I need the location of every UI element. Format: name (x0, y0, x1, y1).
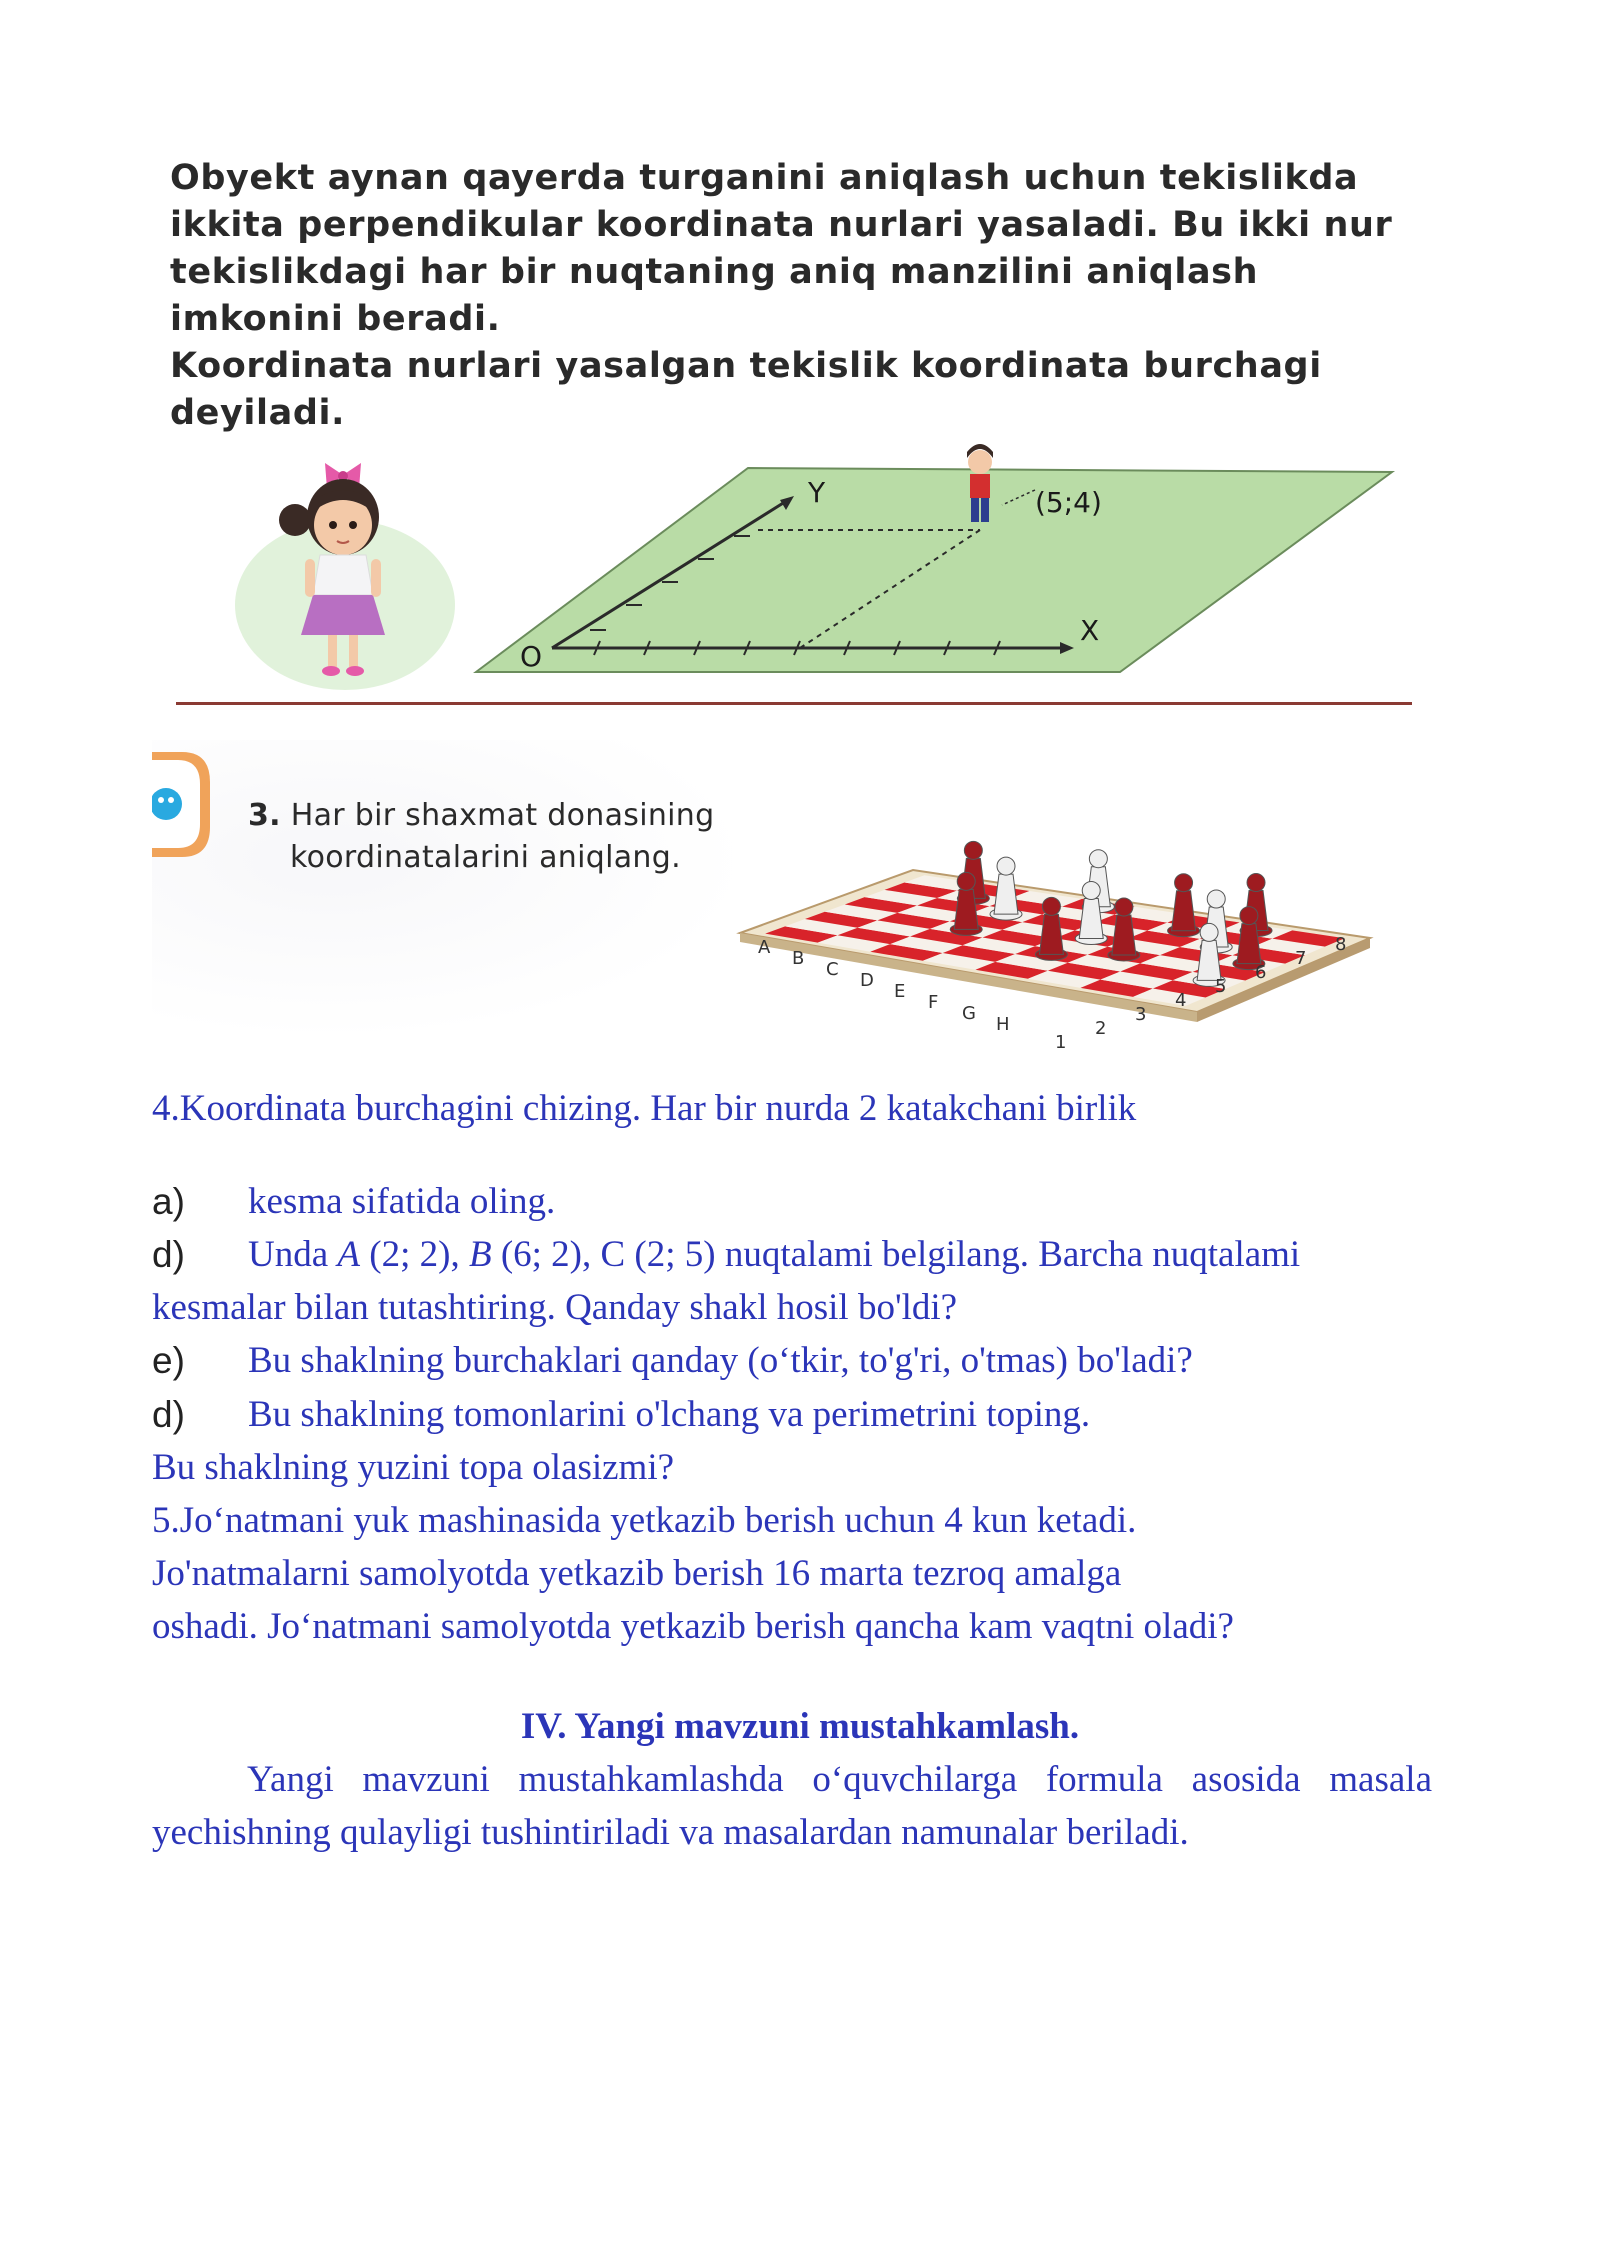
file-letter: G (962, 1003, 976, 1024)
point-label: (5;4) (1035, 486, 1102, 519)
rank-number: 1 (1055, 1032, 1067, 1053)
exercise-3-number: 3. (248, 798, 281, 833)
task-4e-label: e) (152, 1340, 185, 1381)
file-letter: F (928, 992, 939, 1013)
origin-label: O (520, 640, 543, 673)
exercise-tab-icon (152, 752, 210, 857)
file-letter: E (894, 981, 906, 1002)
rank-number: 6 (1255, 962, 1267, 983)
task-4d1-label: d) (152, 1234, 185, 1275)
textbook-paragraph-1: Obyekt aynan qayerda turganini aniqlash uchun tekislikda ikkita perpendikular koordinata nurlari yasaladi. Bu ikki nur tekislikdagi har bir nuqtaning aniq manzilini aniqlash imkonini beradi. (170, 158, 1393, 339)
file-letter: C (826, 959, 839, 980)
file-letter: A (758, 937, 771, 958)
girl-illustration (225, 455, 455, 695)
textbook-paragraph-2: Koordinata nurlari yasalgan tekislik koordinata burchagi deyiladi. (170, 346, 1322, 433)
task-4a (152, 1175, 1452, 1229)
task-5-line-3: oshadi. Jo‘natmani samolyotda yetkazib berish qancha kam vaqtni oladi? (152, 1606, 1234, 1647)
rank-number: 8 (1335, 934, 1347, 955)
file-letter: D (860, 970, 874, 991)
task-4d1-line-2: kesmalar bilan tutashtiring. Qanday shakl hosil bo'ldi? (152, 1287, 958, 1328)
file-letter: H (996, 1014, 1010, 1035)
task-4a-text: kesma sifatida oling. (248, 1181, 556, 1222)
section-divider (176, 702, 1412, 705)
rank-number: 4 (1175, 990, 1187, 1011)
rank-number: 5 (1215, 976, 1227, 997)
x-axis-label: X (1080, 614, 1100, 647)
point-a-label: A (337, 1234, 361, 1275)
task-4e (152, 1334, 1452, 1388)
section-paragraph: Yangi mavzuni mustahkamlashda o‘quvchilarga formula asosida masala yechishning qulayligi tushintiriladi va masalardan namunalar beriladi. (152, 1759, 1432, 1853)
task-4e-text: Bu shaklning burchaklari qanday (o‘tkir, to'g'ri, o'tmas) bo'ladi? (248, 1340, 1193, 1381)
exercise-3-question (248, 795, 768, 879)
section-heading: IV. Yangi mavzuni mustahkamlash. (520, 1706, 1080, 1747)
task-4-intro: 4.Koordinata burchagini chizing. Har bir nurda 2 katakchani birlik (152, 1088, 1137, 1129)
task-4d1-text: Unda A (2; 2), B (6; 2), C (2; 5) nuqtalami belgilang. Barcha nuqtalami (248, 1234, 1301, 1275)
rank-number: 2 (1095, 1018, 1107, 1039)
file-letter: B (792, 948, 805, 969)
task-4d2 (152, 1388, 1452, 1442)
textbook-excerpt (170, 155, 1400, 437)
point-b-label: B (468, 1234, 492, 1275)
y-axis-label: Y (808, 476, 826, 509)
exercise-3-line-1: Har bir shaxmat donasining (290, 798, 715, 833)
chessboard-illustration (730, 770, 1380, 1065)
task-4-last: Bu shaklning yuzini topa olasizmi? (152, 1447, 675, 1488)
task-4d2-text: Bu shaklning tomonlarini o'lchang va perimetrini toping. (248, 1394, 1091, 1435)
rank-number: 7 (1295, 948, 1307, 969)
task-4d1 (152, 1228, 1452, 1282)
rank-number: 3 (1135, 1004, 1147, 1025)
chess-piece (1168, 874, 1200, 937)
task-5-line-1: 5.Jo‘natmani yuk mashinasida yetkazib berish uchun 4 kun ketadi. (152, 1500, 1137, 1541)
exercise-3-background (152, 740, 752, 1040)
plane-surface (476, 468, 1392, 672)
exercise-3-line-2: koordinatalarini aniqlang. (290, 840, 681, 875)
coordinate-plane (470, 440, 1400, 680)
task-4a-label: a) (152, 1181, 185, 1222)
task-5-line-2: Jo'natmalarni samolyotda yetkazib berish 16 marta tezroq amalga (152, 1553, 1122, 1594)
task-4d2-label: d) (152, 1394, 185, 1435)
